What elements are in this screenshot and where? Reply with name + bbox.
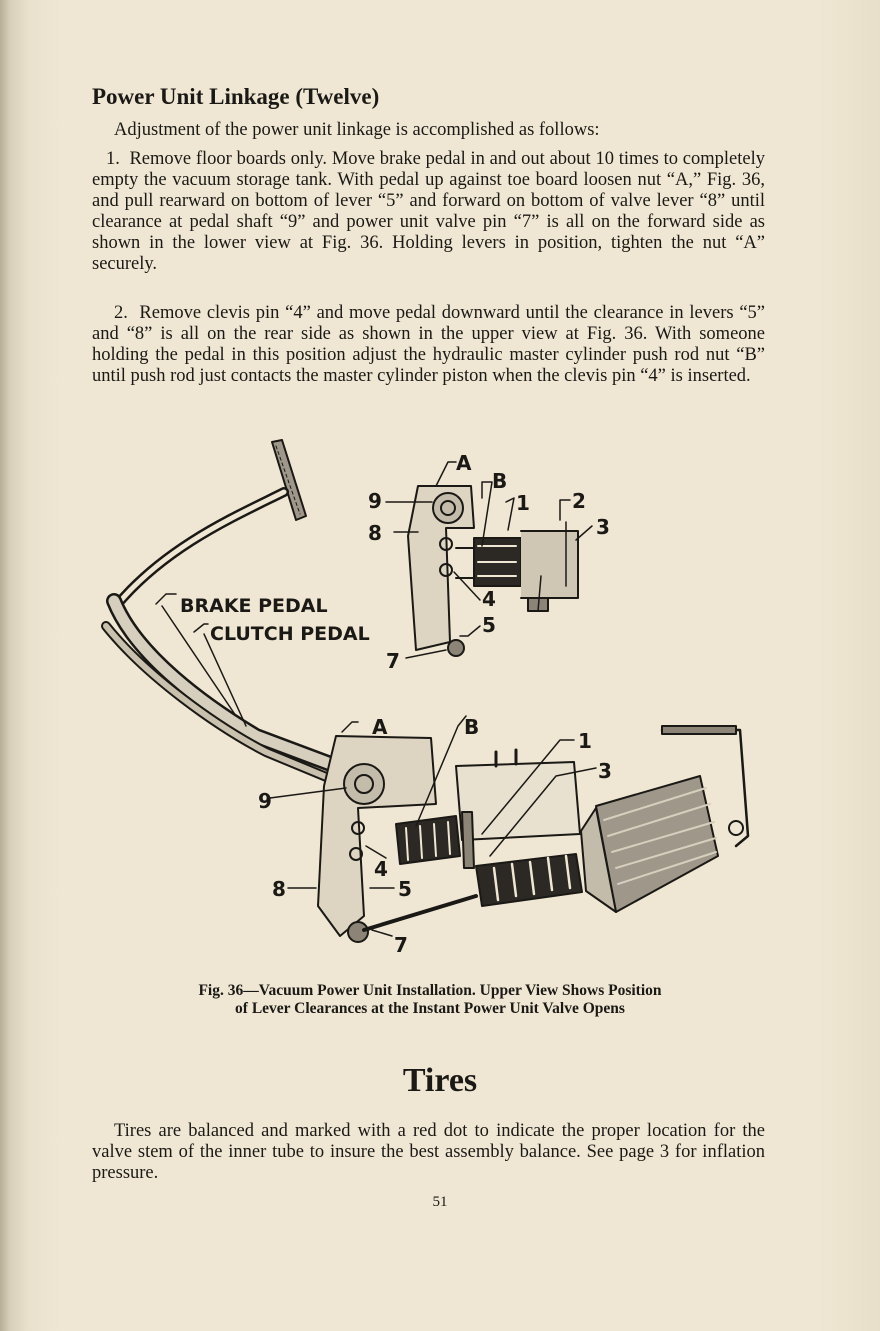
lower-label-9: 9: [258, 789, 272, 813]
step-1-paragraph: 1. Remove floor boards only. Move brake pedal in and out about 10 times to completely empty the vacuum storage tank. With pedal up against toe board loosen nut “A,” Fig. 36, and pull rearward on bottom of lever “5” and forward on bottom of valve lever “8” until clearance at pedal shaft “9” and power unit valve pin “7” is all on the forward side as shown in the lower view at Fig. 36. Holding levers in position, tighten the nut “A” securely.: [92, 149, 765, 274]
lower-label-1: 1: [578, 729, 592, 753]
pedal-pad-drawing: [272, 440, 306, 520]
upper-label-1: 1: [516, 491, 530, 515]
lower-view-drawing: [318, 726, 748, 942]
caption-line-2: of Lever Clearances at the Instant Power Unit Valve Opens: [235, 1000, 625, 1017]
upper-label-9: 9: [368, 489, 382, 513]
lower-label-8: 8: [272, 877, 286, 901]
step-2-paragraph: 2. Remove clevis pin “4” and move pedal downward until the clearance in levers “5” and “8” is all on the rear side as shown in the upper view at Fig. 36. With someone holding the pedal in this position adjust the hydraulic master cylinder push rod nut “B” until push rod just contacts the master cylinder piston when the clevis pin “4” is inserted.: [92, 303, 765, 386]
lower-label-b: B: [464, 715, 480, 739]
lower-label-a: A: [372, 715, 388, 739]
figure-caption: [110, 982, 750, 1018]
page-number: 51: [432, 1194, 448, 1210]
lower-label-7: 7: [394, 933, 408, 957]
caption-line-1: Fig. 36—Vacuum Power Unit Installation. Upper View Shows Position: [198, 982, 662, 999]
upper-label-8: 8: [368, 521, 382, 545]
lower-label-4: 4: [374, 857, 388, 881]
lower-label-3: 3: [598, 759, 612, 783]
upper-label-3: 3: [596, 515, 610, 539]
clutch-pedal-label: CLUTCH PEDAL: [210, 623, 370, 645]
lower-label-5: 5: [398, 877, 412, 901]
intro-paragraph: Adjustment of the power unit linkage is accomplished as follows:: [114, 120, 600, 140]
upper-label-7: 7: [386, 649, 400, 673]
upper-label-4: 4: [482, 587, 496, 611]
vacuum-power-unit-figure: [96, 436, 766, 966]
section-heading: Power Unit Linkage (Twelve): [92, 84, 380, 109]
upper-label-a: A: [456, 451, 472, 475]
tires-heading: Tires: [402, 1062, 478, 1099]
tires-paragraph: Tires are balanced and marked with a red dot to indicate the proper location for the valve stem of the inner tube to insure the best assembly balance. See page 3 for inflation pressure.: [92, 1121, 765, 1183]
brake-pedal-label: BRAKE PEDAL: [180, 595, 328, 617]
upper-label-b: B: [492, 469, 508, 493]
upper-label-2: 2: [572, 489, 586, 513]
upper-label-5: 5: [482, 613, 496, 637]
